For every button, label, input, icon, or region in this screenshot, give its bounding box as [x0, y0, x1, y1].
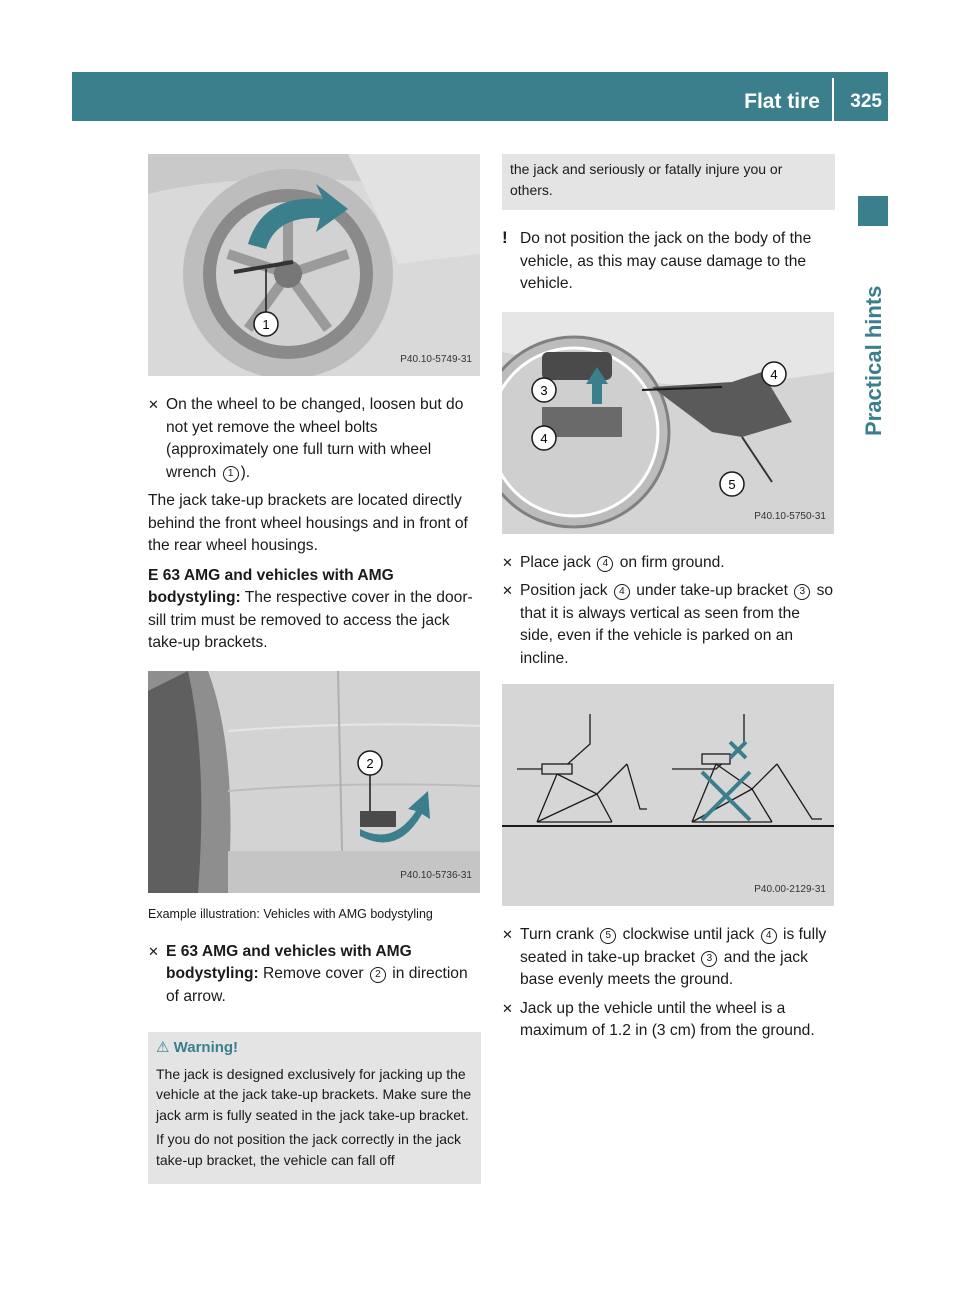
instruction-step — [502, 552, 835, 575]
callout-ref: 1 — [223, 466, 239, 482]
callout-ref: 4 — [614, 584, 630, 600]
callout-ref: 4 — [597, 556, 613, 572]
side-tab-text: Practical hints — [861, 285, 886, 436]
warning-triangle-icon: ⚠ — [156, 1039, 170, 1056]
figure-code: P40.10-5750-31 — [754, 511, 826, 522]
figure-callout: 3 — [540, 382, 548, 398]
cover-removal-illustration — [148, 671, 480, 893]
jack-position-figure — [502, 312, 834, 534]
instruction-step — [148, 394, 481, 484]
figure-callout: 1 — [262, 317, 270, 332]
figure-code: P40.10-5736-31 — [400, 870, 472, 881]
step-arrow-icon: ✕ — [502, 1000, 513, 1016]
figure-callout: 5 — [728, 476, 736, 492]
cover-removal-figure — [148, 671, 480, 893]
step-text-tail: in direction of arrow. — [166, 965, 468, 1005]
exclamation-icon: ! — [502, 228, 508, 247]
jack-vertical-illustration — [502, 684, 834, 906]
step-arrow-icon: ✕ — [502, 583, 513, 598]
step-text-tail: ). — [240, 463, 251, 481]
notice-text: Do not position the jack on the body of the vehicle, as this may cause damage to the vehicle. — [520, 230, 812, 292]
bold-lead: E 63 AMG and vehicles with AMG bodystyling: — [166, 942, 412, 982]
notice-note — [502, 228, 835, 296]
figure-code: P40.10-5749-31 — [400, 353, 472, 365]
step-text: On the wheel to be changed, loosen but do not yet remove the wheel bolts (approximately one full turn with wheel wrench — [166, 396, 464, 481]
body-paragraph: The jack take-up brackets are located directly behind the front wheel housings and in front of the rear wheel housings. — [148, 492, 468, 554]
step-arrow-icon: ✕ — [148, 943, 159, 959]
step-text: Jack up the vehicle until the wheel is a maximum of 1.2 in (3 cm) from the ground. — [520, 999, 815, 1039]
figure-callout: 2 — [366, 755, 374, 771]
figure-caption: Example illustration: Vehicles with AMG bodystyling — [148, 906, 433, 921]
callout-ref: 3 — [701, 951, 717, 967]
bold-lead: E 63 AMG and vehicles with AMG bodystyling: — [148, 566, 394, 606]
warning-paragraph: If you do not position the jack correctly in the jack take-up bracket, the vehicle can fall off — [156, 1131, 462, 1168]
paragraph-rest: The respective cover in the door-sill trim must be removed to access the jack take-up brackets. — [148, 589, 473, 651]
jack-vertical-figure — [502, 684, 834, 906]
step-text-tail: and the jack base evenly meets the ground. — [520, 948, 808, 988]
instruction-step — [502, 998, 835, 1043]
instruction-step — [148, 941, 481, 1009]
wheel-bolts-figure — [148, 154, 480, 376]
step-arrow-icon: ✕ — [148, 397, 159, 412]
step-text: Turn crank — [520, 926, 599, 943]
left-column — [148, 154, 481, 1184]
callout-ref: 5 — [600, 928, 616, 944]
figure-code: P40.00-2129-31 — [754, 883, 826, 895]
page-number: 325 — [850, 91, 882, 112]
instruction-step — [502, 580, 835, 670]
step-text-mid: under take-up bracket — [631, 582, 793, 599]
warning-box — [148, 1032, 481, 1184]
side-tab-marker — [858, 196, 888, 226]
warning-continued-box — [502, 154, 835, 210]
warning-title-row — [156, 1038, 473, 1059]
step-arrow-icon: ✕ — [502, 554, 513, 570]
jack-position-illustration — [502, 312, 834, 534]
step-text: Place jack — [520, 553, 596, 571]
step-text-mid2: is fully seated in take-up bracket — [520, 926, 827, 966]
body-paragraph — [148, 565, 481, 655]
warning-paragraph: The jack is designed exclusively for jacking up the vehicle at the jack take-up brackets. Make sure the jack arm is fully seated in the jack take-up bracket. — [156, 1065, 472, 1123]
warning-paragraph: the jack and seriously or fatally injure you or others. — [510, 161, 783, 198]
instruction-step — [502, 924, 835, 992]
callout-ref: 3 — [794, 584, 810, 600]
step-text-tail: so that it is always vertical as seen from the side, even if the vehicle is parked on an incline. — [520, 582, 834, 667]
wheel-bolts-illustration — [148, 154, 480, 376]
warning-title: Warning! — [173, 1039, 239, 1056]
step-text-tail: on firm ground. — [615, 553, 725, 571]
header-bar — [72, 72, 888, 121]
right-column — [502, 154, 835, 1049]
step-text: Remove cover — [258, 965, 368, 982]
callout-ref: 2 — [370, 967, 386, 983]
section-title: Flat tire — [744, 90, 820, 113]
figure-callout: 4 — [540, 430, 548, 446]
step-text: Position jack — [520, 582, 612, 599]
step-text-mid: clockwise until jack — [618, 926, 759, 943]
figure-callout: 4 — [770, 366, 778, 382]
header-divider — [832, 78, 834, 121]
callout-ref: 4 — [761, 928, 777, 944]
step-arrow-icon: ✕ — [502, 927, 513, 942]
